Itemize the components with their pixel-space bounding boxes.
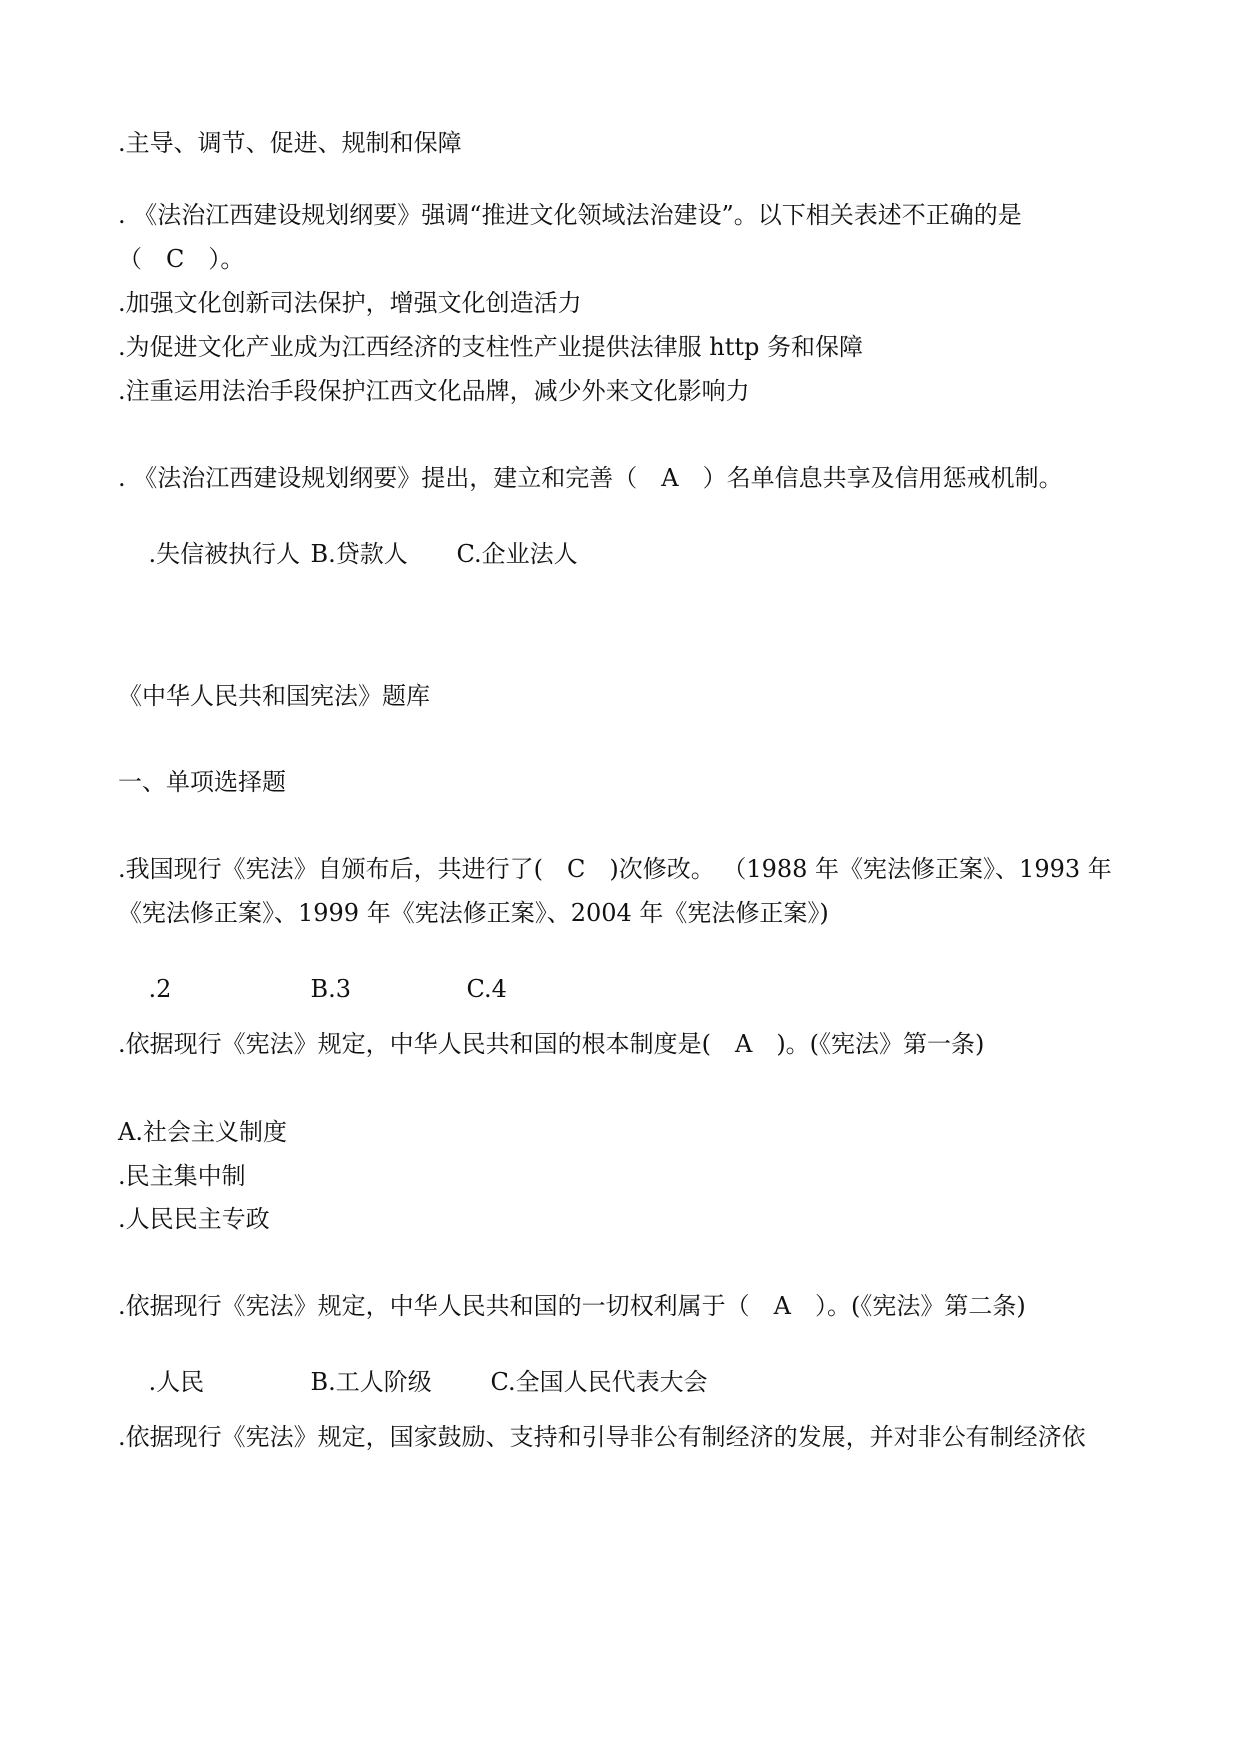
option-text: B.工人阶级: [310, 1368, 432, 1396]
question-text: . 《法治江西建设规划纲要》提出，建立和完善（ A ）名单信息共享及信用惩戒机制。: [118, 464, 1063, 492]
question-text: 《宪法修正案》、1999 年《宪法修正案》、2004 年《宪法修正案》): [118, 899, 829, 927]
document-page: [118, 0, 1128, 1753]
option-text: B.3: [310, 975, 352, 1003]
question-answer: （ C ）。: [118, 245, 245, 273]
option-text: .主导、调节、促进、规制和保障: [118, 129, 462, 157]
option-text: .人民民主专政: [118, 1205, 270, 1233]
options-row: [118, 506, 578, 602]
options-row: [118, 1334, 708, 1430]
option-text: .民主集中制: [118, 1162, 246, 1190]
option-text: C.4: [466, 975, 507, 1003]
question-text: .依据现行《宪法》规定，国家鼓励、支持和引导非公有制经济的发展，并对非公有制经济依: [118, 1423, 1086, 1451]
option-text: .失信被执行人: [148, 540, 301, 568]
option-text: .为促进文化产业成为江西经济的支柱性产业提供法律服 http 务和保障: [118, 333, 863, 361]
bank-title: 《中华人民共和国宪法》题库: [118, 682, 430, 710]
option-text: .注重运用法治手段保护江西文化品牌，减少外来文化影响力: [118, 377, 750, 405]
option-text: C.全国人民代表大会: [490, 1368, 708, 1396]
option-text: .2: [148, 975, 172, 1003]
option-text: B.贷款人: [310, 540, 408, 568]
option-text: .加强文化创新司法保护，增强文化创造活力: [118, 289, 582, 317]
question-text: .依据现行《宪法》规定，中华人民共和国的根本制度是( A )。(《宪法》第一条): [118, 1030, 985, 1058]
question-text: . 《法治江西建设规划纲要》强调“推进文化领域法治建设”。以下相关表述不正确的是: [118, 201, 1022, 229]
options-row: [118, 941, 507, 1037]
option-text: A.社会主义制度: [118, 1118, 287, 1146]
question-text: .我国现行《宪法》自颁布后，共进行了( C )次修改。 （1988 年《宪法修正案》、1993 年: [118, 855, 1112, 883]
option-text: C.企业法人: [456, 540, 578, 568]
section-heading: 一、单项选择题: [118, 768, 286, 796]
option-text: .人民: [148, 1368, 205, 1396]
question-text: .依据现行《宪法》规定，中华人民共和国的一切权利属于（ A ）。(《宪法》第二条): [118, 1292, 1026, 1320]
